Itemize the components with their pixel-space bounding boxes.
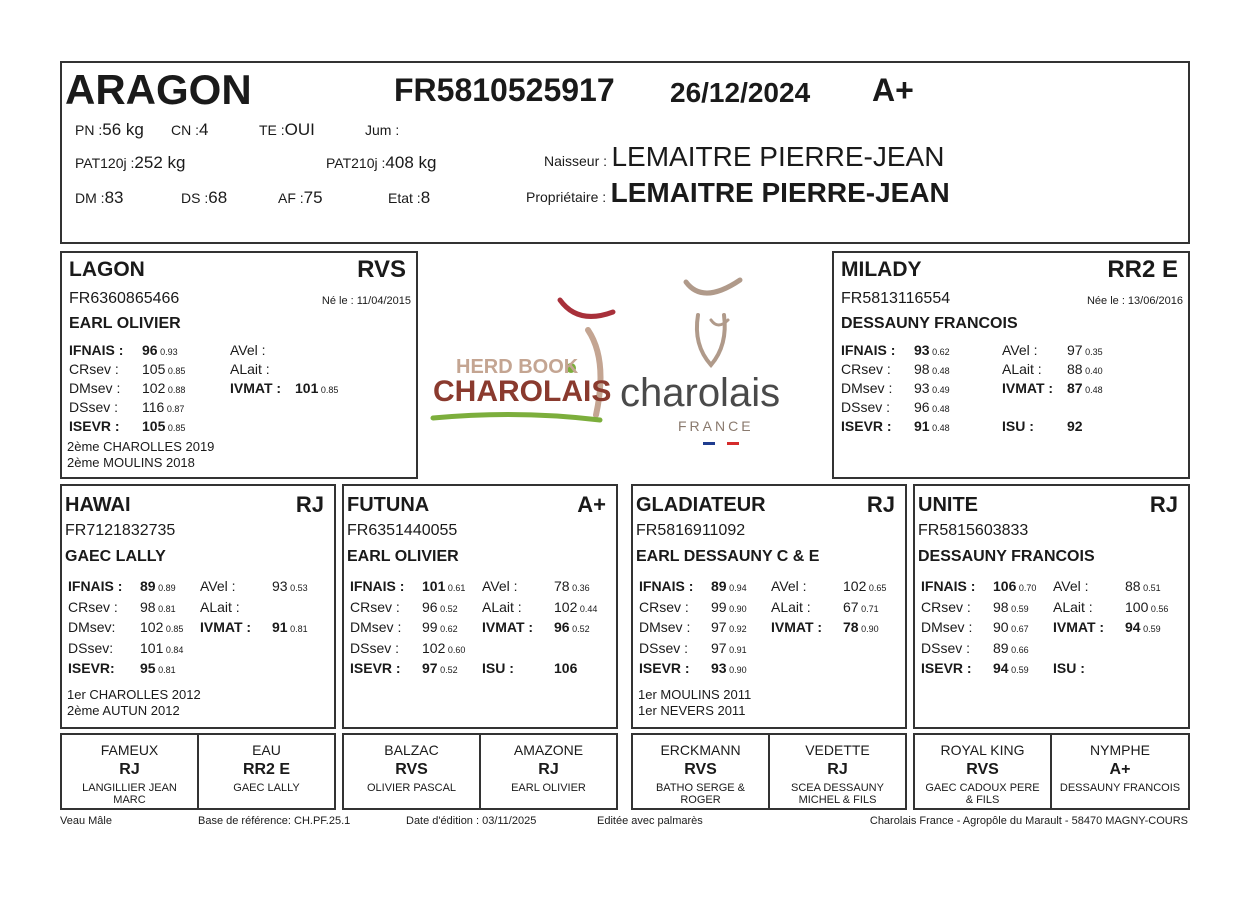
index-value: 97 0.52 bbox=[422, 660, 458, 676]
great-grandparent-grade: RR2 E bbox=[242, 761, 291, 778]
index-label: IVMAT : bbox=[482, 619, 534, 635]
index-coefficient: 0.91 bbox=[726, 644, 747, 655]
index-coefficient: 0.48 bbox=[929, 404, 950, 414]
index-value: 99 0.90 bbox=[711, 598, 747, 615]
index-value: 106 0.70 bbox=[993, 578, 1037, 594]
index-value: 88 0.51 bbox=[1125, 578, 1161, 594]
great-grandparent-grade: RVS bbox=[684, 761, 717, 778]
grandparent-name: UNITE bbox=[918, 494, 978, 516]
index-label: ALait : bbox=[200, 598, 240, 615]
grandparent-id: FR5815603833 bbox=[918, 522, 1029, 539]
grandparent-owner: DESSAUNY FRANCOIS bbox=[918, 548, 1095, 565]
index-value: 93 0.62 bbox=[914, 342, 950, 358]
index-label: IFNAIS : bbox=[350, 578, 405, 594]
pat210-field: PAT210j :408 kg bbox=[326, 153, 437, 172]
index-value: 88 0.40 bbox=[1067, 361, 1103, 377]
great-grandparent-grade: RVS bbox=[395, 761, 428, 778]
index-value: 87 0.48 bbox=[1067, 380, 1103, 396]
index-value: 91 0.48 bbox=[914, 418, 950, 434]
great-grandparent-name: NYMPHE bbox=[1090, 742, 1150, 758]
index-value: 97 0.91 bbox=[711, 639, 747, 656]
animal-id: FR5810525917 bbox=[394, 72, 615, 108]
sire-grade: RVS bbox=[357, 256, 406, 283]
great-grandparent-box bbox=[197, 733, 336, 810]
index-coefficient: 0.85 bbox=[318, 385, 339, 395]
index-coefficient: 0.90 bbox=[726, 665, 747, 675]
footer-edition-date: Date d'édition : 03/11/2025 bbox=[406, 815, 537, 827]
index-label: ALait : bbox=[1053, 598, 1093, 615]
great-grandparent-grade: A+ bbox=[1109, 761, 1131, 778]
index-label: DSsev : bbox=[921, 639, 971, 656]
dam-grade: RR2 E bbox=[1107, 256, 1178, 283]
index-label: ALait : bbox=[771, 598, 811, 615]
index-coefficient: 0.51 bbox=[1140, 583, 1161, 593]
index-label: ISEVR : bbox=[841, 418, 892, 434]
index-coefficient: 0.61 bbox=[445, 583, 466, 593]
sire-owner: EARL OLIVIER bbox=[69, 315, 181, 332]
grandparent-box-hawai bbox=[60, 484, 336, 729]
dm-field: DM :83 bbox=[75, 188, 124, 207]
index-coefficient: 0.84 bbox=[163, 644, 184, 655]
index-label: DMsev : bbox=[69, 380, 121, 396]
index-value: 101 0.61 bbox=[422, 578, 466, 594]
great-grandparent-box bbox=[913, 733, 1052, 810]
index-label: DSsev : bbox=[841, 399, 891, 415]
pn-field: PN :56 kg bbox=[75, 120, 144, 139]
grandparent-palmares-1: 1er CHAROLLES 2012 bbox=[67, 687, 201, 702]
great-grandparent-box bbox=[479, 733, 618, 810]
index-value: 78 0.36 bbox=[554, 578, 590, 594]
great-grandparent-grade: RJ bbox=[538, 761, 559, 778]
dam-box bbox=[832, 251, 1190, 479]
herd-book-charolais-label: CHAROLAIS bbox=[433, 375, 612, 408]
index-value: 105 0.85 bbox=[142, 418, 186, 434]
index-label: AVel : bbox=[1053, 578, 1089, 594]
index-value: 94 0.59 bbox=[993, 660, 1029, 676]
great-grandparent-name: FAMEUX bbox=[100, 742, 159, 758]
great-grandparent-owner: LANGILLIER JEAN MARC bbox=[82, 782, 177, 806]
index-coefficient: 0.60 bbox=[445, 644, 466, 655]
index-value: 106 bbox=[554, 660, 578, 676]
index-value: 105 0.85 bbox=[142, 361, 186, 377]
index-value: 96 0.48 bbox=[914, 399, 950, 415]
af-field: AF :75 bbox=[278, 188, 323, 207]
index-coefficient: 0.52 bbox=[437, 665, 458, 675]
index-value: 93 0.53 bbox=[272, 578, 308, 594]
index-value: 93 0.90 bbox=[711, 660, 747, 676]
dam-owner: DESSAUNY FRANCOIS bbox=[841, 315, 1018, 332]
grandparent-owner: GAEC LALLY bbox=[65, 548, 166, 565]
footer-base-reference: Base de référence: CH.PF.25.1 bbox=[198, 815, 351, 827]
index-coefficient: 0.65 bbox=[866, 583, 887, 593]
index-label: IFNAIS : bbox=[921, 578, 976, 594]
index-coefficient: 0.59 bbox=[1008, 665, 1029, 675]
index-coefficient: 0.90 bbox=[726, 603, 747, 614]
index-label: AVel : bbox=[230, 342, 266, 358]
index-coefficient: 0.89 bbox=[155, 583, 176, 593]
great-grandparent-grade: RJ bbox=[119, 761, 140, 778]
index-value: 95 0.81 bbox=[140, 660, 176, 676]
index-label: ISEVR : bbox=[69, 418, 120, 434]
charolais-france-word: charolais bbox=[620, 371, 781, 415]
index-value: 67 0.71 bbox=[843, 598, 879, 615]
index-coefficient: 0.48 bbox=[1082, 385, 1103, 395]
index-value: 102 0.65 bbox=[843, 578, 887, 594]
grandparent-name: FUTUNA bbox=[347, 494, 430, 516]
index-coefficient: 0.93 bbox=[157, 347, 178, 357]
index-coefficient: 0.90 bbox=[858, 624, 879, 634]
great-grandparent-box bbox=[1050, 733, 1190, 810]
index-coefficient: 0.48 bbox=[929, 366, 950, 376]
index-value: 101 0.84 bbox=[140, 639, 184, 656]
index-label: DMsev: bbox=[68, 619, 116, 635]
grandparent-palmares-2: 2ème AUTUN 2012 bbox=[67, 703, 180, 718]
index-coefficient: 0.36 bbox=[569, 583, 590, 593]
great-grandparent-owner: OLIVIER PASCAL bbox=[366, 782, 457, 794]
index-value: 96 0.52 bbox=[422, 598, 458, 615]
index-value: 116 0.87 bbox=[142, 399, 185, 415]
herd-book-label: HERD BOOK bbox=[456, 356, 579, 378]
grandparent-id: FR5816911092 bbox=[636, 522, 746, 539]
animal-name: ARAGON bbox=[65, 66, 252, 113]
grandparent-name: GLADIATEUR bbox=[636, 494, 766, 516]
index-value: 91 0.81 bbox=[272, 619, 308, 635]
grandparent-id: FR7121832735 bbox=[65, 522, 176, 539]
great-grandparent-owner: SCEA DESSAUNY MICHEL & FILS bbox=[791, 782, 884, 806]
index-label: IFNAIS : bbox=[69, 342, 124, 358]
proprietaire-field: Propriétaire : LEMAITRE PIERRE-JEAN bbox=[526, 177, 950, 208]
index-label: IVMAT : bbox=[1002, 380, 1054, 396]
great-grandparent-box bbox=[631, 733, 770, 810]
sire-name: LAGON bbox=[69, 258, 145, 281]
footer-palmares-note: Editée avec palmarès bbox=[597, 815, 703, 827]
index-coefficient: 0.48 bbox=[929, 423, 950, 433]
index-label: CRsev : bbox=[841, 361, 891, 377]
index-coefficient: 0.85 bbox=[165, 423, 186, 433]
index-label: IVMAT : bbox=[230, 380, 282, 396]
index-value: 97 0.92 bbox=[711, 619, 747, 635]
index-value: 96 0.93 bbox=[142, 342, 178, 358]
index-value: 98 0.59 bbox=[993, 598, 1029, 615]
sire-birth-date: Né le : 11/04/2015 bbox=[321, 295, 411, 307]
index-value: 99 0.62 bbox=[422, 619, 458, 635]
index-value: 98 0.48 bbox=[914, 361, 950, 377]
index-value: 97 0.35 bbox=[1067, 342, 1103, 358]
index-label: DMsev : bbox=[639, 619, 691, 635]
grandparent-palmares-2: 1er NEVERS 2011 bbox=[638, 703, 746, 718]
index-label: ISU : bbox=[482, 660, 514, 676]
index-value: 92 bbox=[1067, 418, 1083, 434]
index-coefficient: 0.87 bbox=[164, 404, 185, 414]
index-value: 102 0.44 bbox=[554, 598, 598, 615]
index-label: IVMAT : bbox=[200, 619, 252, 635]
index-label: DMsev : bbox=[350, 619, 402, 635]
index-coefficient: 0.71 bbox=[858, 603, 879, 614]
great-grandparent-owner: GAEC LALLY bbox=[233, 782, 300, 794]
naisseur-field: Naisseur : LEMAITRE PIERRE-JEAN bbox=[544, 141, 945, 172]
te-field: TE :OUI bbox=[259, 120, 315, 139]
sire-box bbox=[60, 251, 418, 479]
index-coefficient: 0.62 bbox=[437, 624, 458, 634]
index-value: 96 0.52 bbox=[554, 619, 590, 635]
index-value: 78 0.90 bbox=[843, 619, 879, 635]
index-label: ISEVR : bbox=[639, 660, 690, 676]
index-coefficient: 0.70 bbox=[1016, 583, 1037, 593]
charolais-france-country: FRANCE bbox=[678, 418, 754, 434]
jum-field: Jum : bbox=[365, 122, 400, 138]
index-label: AVel : bbox=[482, 578, 518, 594]
grandparent-owner: EARL DESSAUNY C & E bbox=[636, 548, 820, 565]
index-value: 100 0.56 bbox=[1125, 598, 1169, 615]
index-coefficient: 0.94 bbox=[726, 583, 747, 593]
index-value: 102 0.60 bbox=[422, 639, 466, 656]
sire-palmares-1: 2ème CHAROLLES 2019 bbox=[67, 439, 215, 454]
grandparent-id: FR6351440055 bbox=[347, 522, 458, 539]
index-label: DSsev: bbox=[68, 639, 114, 656]
index-label: IFNAIS : bbox=[68, 578, 123, 594]
index-label: ALait : bbox=[1002, 361, 1042, 377]
pat120-field: PAT120j :252 kg bbox=[75, 153, 186, 172]
index-label: ISEVR : bbox=[350, 660, 401, 676]
index-coefficient: 0.44 bbox=[577, 603, 598, 614]
index-coefficient: 0.52 bbox=[437, 603, 458, 614]
index-label: ISEVR : bbox=[921, 660, 972, 676]
great-grandparent-box bbox=[342, 733, 481, 810]
great-grandparent-name: ERCKMANN bbox=[660, 742, 741, 758]
grandparent-box-gladiateur bbox=[631, 484, 907, 729]
index-coefficient: 0.85 bbox=[163, 624, 184, 634]
great-grandparent-grade: RVS bbox=[966, 761, 999, 778]
index-label: CRsev : bbox=[68, 598, 118, 615]
index-coefficient: 0.81 bbox=[287, 624, 308, 634]
index-label: DSsev : bbox=[639, 639, 689, 656]
index-coefficient: 0.40 bbox=[1082, 366, 1103, 376]
index-label: CRsev : bbox=[639, 598, 689, 615]
dam-id: FR5813116554 bbox=[841, 290, 951, 307]
footer-address: Charolais France - Agropôle du Marault - 58470 MAGNY-COURS bbox=[869, 815, 1188, 827]
index-label: ALait : bbox=[230, 361, 270, 377]
grandparent-box-futuna bbox=[342, 484, 618, 729]
index-label: AVel : bbox=[1002, 342, 1038, 358]
grandparent-grade: A+ bbox=[577, 492, 606, 517]
index-value: 102 0.88 bbox=[142, 380, 186, 396]
index-coefficient: 0.81 bbox=[155, 603, 176, 614]
index-coefficient: 0.88 bbox=[165, 385, 186, 395]
index-coefficient: 0.67 bbox=[1008, 624, 1029, 634]
index-coefficient: 0.66 bbox=[1008, 644, 1029, 655]
index-value: 101 0.85 bbox=[295, 380, 339, 396]
sire-id: FR6360865466 bbox=[69, 290, 180, 307]
grandparent-owner: EARL OLIVIER bbox=[347, 548, 459, 565]
index-coefficient: 0.35 bbox=[1082, 347, 1103, 357]
index-value: 89 0.66 bbox=[993, 639, 1029, 656]
index-label: DMsev : bbox=[921, 619, 973, 635]
index-label: IVMAT : bbox=[1053, 619, 1105, 635]
dam-name: MILADY bbox=[841, 258, 922, 281]
index-label: AVel : bbox=[771, 578, 807, 594]
index-label: CRsev : bbox=[69, 361, 119, 377]
index-label: ISU : bbox=[1002, 418, 1034, 434]
great-grandparent-name: ROYAL KING bbox=[940, 742, 1025, 758]
index-label: IFNAIS : bbox=[841, 342, 896, 358]
grandparent-box-unite bbox=[913, 484, 1190, 729]
index-coefficient: 0.92 bbox=[726, 624, 747, 634]
index-label: ISU : bbox=[1053, 660, 1085, 676]
grandparent-name: HAWAI bbox=[65, 494, 131, 516]
index-value: 98 0.81 bbox=[140, 598, 176, 615]
ds-field: DS :68 bbox=[181, 188, 228, 207]
index-coefficient: 0.53 bbox=[287, 583, 308, 593]
index-label: IVMAT : bbox=[771, 619, 823, 635]
index-coefficient: 0.59 bbox=[1008, 603, 1029, 614]
great-grandparent-grade: RJ bbox=[827, 761, 848, 778]
animal-birth-date: 26/12/2024 bbox=[670, 77, 811, 108]
index-coefficient: 0.49 bbox=[929, 385, 950, 395]
index-label: CRsev : bbox=[921, 598, 971, 615]
footer-sex: Veau Mâle bbox=[60, 815, 112, 827]
index-coefficient: 0.52 bbox=[569, 624, 590, 634]
index-coefficient: 0.56 bbox=[1148, 603, 1169, 614]
index-value: 89 0.89 bbox=[140, 578, 176, 594]
great-grandparent-name: BALZAC bbox=[384, 742, 439, 758]
index-label: IFNAIS : bbox=[639, 578, 694, 594]
great-grandparent-owner: EARL OLIVIER bbox=[511, 782, 586, 794]
great-grandparent-name: VEDETTE bbox=[805, 742, 870, 758]
index-value: 93 0.49 bbox=[914, 380, 950, 396]
great-grandparent-name: AMAZONE bbox=[513, 742, 584, 758]
sire-palmares-2: 2ème MOULINS 2018 bbox=[67, 455, 195, 470]
index-coefficient: 0.85 bbox=[165, 366, 186, 376]
grandparent-grade: RJ bbox=[1149, 492, 1178, 517]
index-coefficient: 0.59 bbox=[1140, 624, 1161, 634]
index-label: AVel : bbox=[200, 578, 236, 594]
etat-field: Etat :8 bbox=[388, 188, 431, 207]
index-value: 89 0.94 bbox=[711, 578, 747, 594]
index-label: DSsev : bbox=[350, 639, 400, 656]
index-coefficient: 0.81 bbox=[155, 665, 176, 675]
index-coefficient: 0.62 bbox=[929, 347, 950, 357]
index-value: 90 0.67 bbox=[993, 619, 1029, 635]
great-grandparent-box bbox=[60, 733, 199, 810]
index-value: 102 0.85 bbox=[140, 619, 184, 635]
dam-birth-date: Née le : 13/06/2016 bbox=[1086, 295, 1183, 307]
index-label: ALait : bbox=[482, 598, 522, 615]
great-grandparent-owner: BATHO SERGE & ROGER bbox=[655, 782, 746, 806]
great-grandparent-owner: GAEC CADOUX PERE & FILS bbox=[925, 782, 1040, 806]
index-label: ISEVR: bbox=[68, 660, 115, 676]
index-value: 94 0.59 bbox=[1125, 619, 1161, 635]
animal-header bbox=[60, 61, 1190, 244]
grandparent-grade: RJ bbox=[295, 492, 324, 517]
animal-grade: A+ bbox=[872, 72, 914, 108]
grandparent-grade: RJ bbox=[866, 492, 895, 517]
cn-field: CN :4 bbox=[171, 120, 209, 139]
grandparent-palmares-1: 1er MOULINS 2011 bbox=[638, 687, 752, 702]
great-grandparent-box bbox=[768, 733, 907, 810]
index-label: CRsev : bbox=[350, 598, 400, 615]
index-label: DMsev : bbox=[841, 380, 893, 396]
great-grandparent-name: EAU bbox=[252, 742, 281, 758]
index-label: DSsev : bbox=[69, 399, 119, 415]
great-grandparent-owner: DESSAUNY FRANCOIS bbox=[1059, 782, 1181, 794]
logos bbox=[428, 270, 823, 470]
